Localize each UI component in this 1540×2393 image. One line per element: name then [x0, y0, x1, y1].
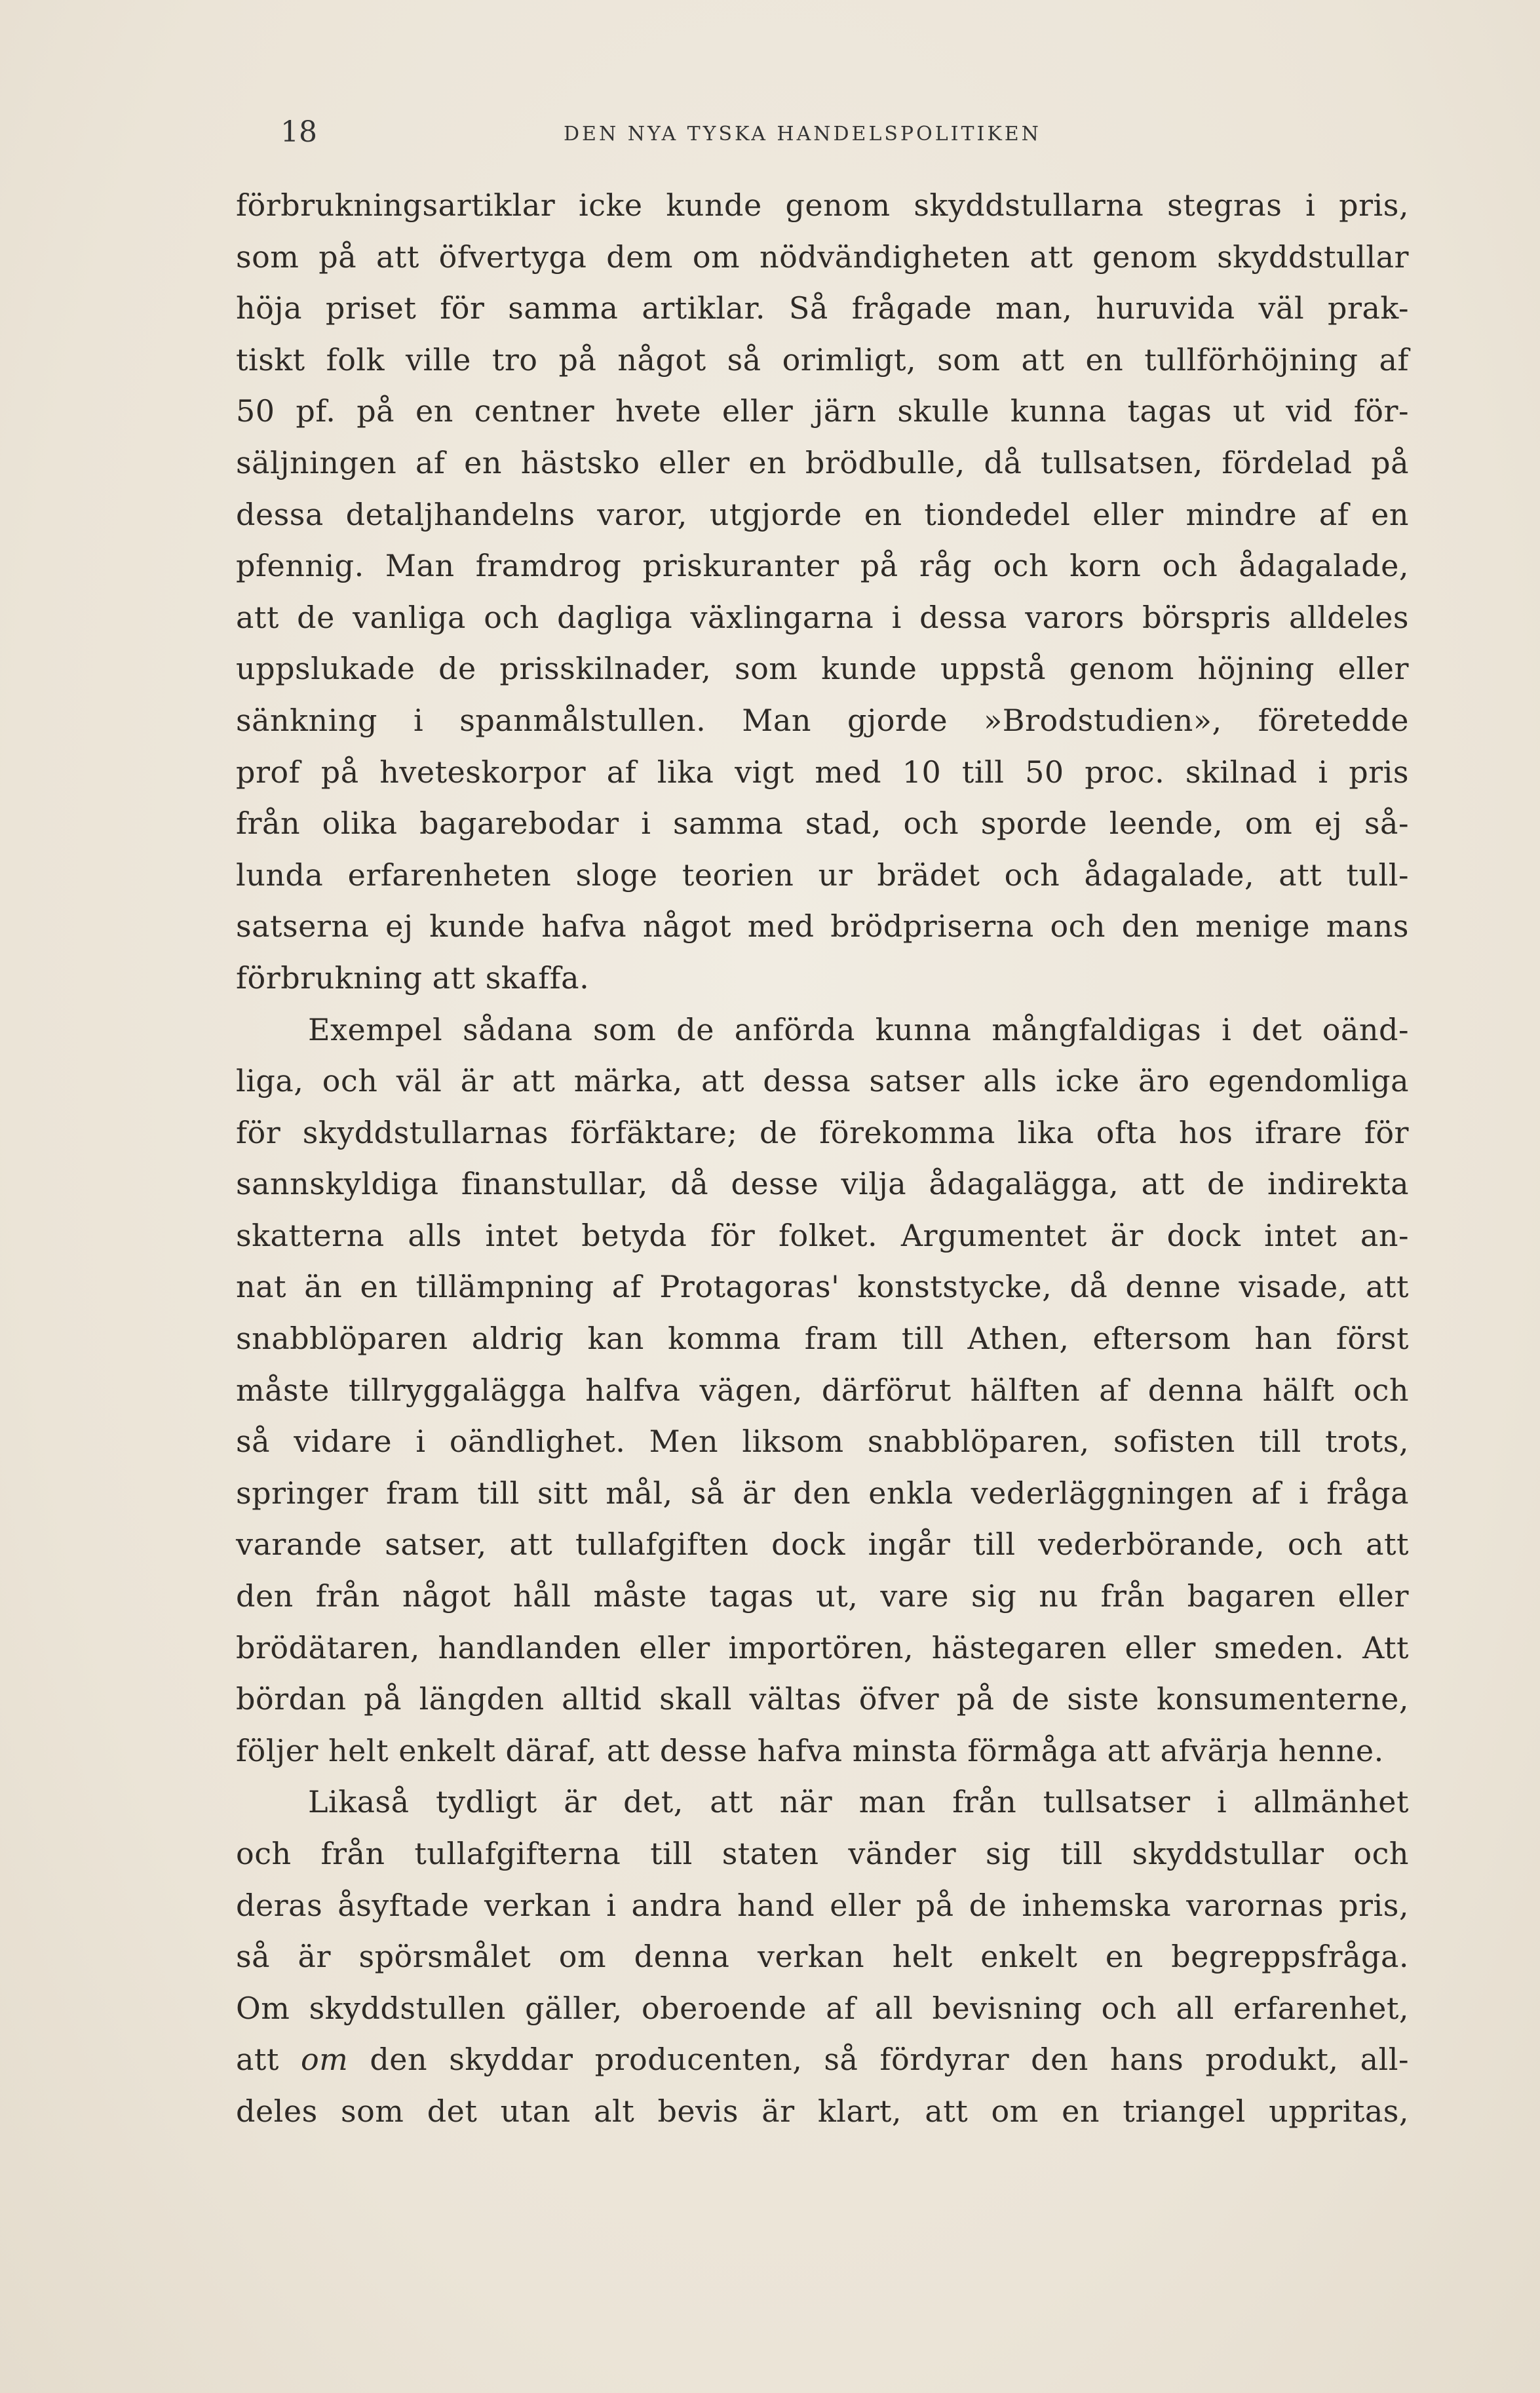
- text-line: för skyddstullarnas förfäktare; de förekomma lika ofta hos ifrare för: [236, 1114, 1409, 1150]
- text-line: och från tullafgifterna till staten vänder sig till skyddstullar och: [236, 1836, 1409, 1871]
- text-line: deras åsyftade verkan i andra hand eller på de inhemska varornas pris,: [236, 1887, 1409, 1923]
- text-line: Likaså tydligt är det, att när man från tullsatser i allmänhet: [308, 1784, 1409, 1820]
- text-line: så vidare i oändlighet. Men liksom snabblöparen, sofisten till trots,: [236, 1424, 1409, 1460]
- text-line: dessa detaljhandelns varor, utgjorde en tiondedel eller mindre af en: [236, 496, 1409, 532]
- text-line: sannskyldiga finanstullar, då desse vilja ådagalägga, att de indirekta: [236, 1166, 1409, 1202]
- text-line: lunda erfarenheten sloge teorien ur brädet och ådagalade, att tull-: [236, 857, 1409, 893]
- text-line: så är spörsmålet om denna verkan helt enkelt en begreppsfråga.: [236, 1939, 1409, 1975]
- text-line: nat än en tillämpning af Protagoras' konststycke, då denne visade, att: [236, 1269, 1409, 1305]
- text-line: den från något håll måste tagas ut, vare sig nu från bagaren eller: [236, 1578, 1409, 1614]
- text-line: brödätaren, handlanden eller importören, hästegaren eller smeden. Att: [236, 1629, 1409, 1665]
- text-line: förbrukningsartiklar icke kunde genom skyddstullarna stegras i pris,: [236, 187, 1409, 223]
- text-line: Exempel sådana som de anförda kunna mångfaldigas i det oänd-: [308, 1011, 1409, 1047]
- text-fragment: den skyddar producenten, så fördyrar den hans produkt, all-: [348, 2042, 1409, 2078]
- text-line: liga, och väl är att märka, att dessa satser alls icke äro egendomliga: [236, 1063, 1409, 1099]
- text-line: säljningen af en hästsko eller en brödbulle, då tullsatsen, fördelad på: [236, 444, 1409, 480]
- text-line: följer helt enkelt däraf, att desse hafva minsta förmåga att afvärja henne.: [236, 1732, 1384, 1768]
- text-line: satserna ej kunde hafva något med brödpriserna och den menige mans: [236, 908, 1409, 944]
- text-line: deles som det utan alt bevis är klart, att om en triangel uppritas,: [236, 2093, 1409, 2129]
- text-line: 50 pf. på en centner hvete eller järn skulle kunna tagas ut vid för-: [236, 393, 1409, 429]
- paragraph-1: [236, 180, 1409, 1004]
- text-line: måste tillryggalägga halfva vägen, därförut hälften af denna hälft och: [236, 1372, 1409, 1408]
- text-line: förbrukning att skaffa.: [236, 960, 590, 996]
- text-line: [236, 2034, 1409, 2086]
- text-line: från olika bagarebodar i samma stad, och sporde leende, om ej så-: [236, 806, 1409, 842]
- text-line: sänkning i spanmålstullen. Man gjorde »Brodstudien», företedde: [236, 702, 1409, 738]
- text-line: som på att öfvertyga dem om nödvändigheten att genom skyddstullar: [236, 239, 1409, 275]
- text-line: att de vanliga och dagliga växlingarna i dessa varors börspris alldeles: [236, 599, 1409, 635]
- text-line: höja priset för samma artiklar. Så frågade man, huruvida väl prak-: [236, 290, 1409, 326]
- text-line: varande satser, att tullafgiften dock ingår till vederbörande, och att: [236, 1527, 1409, 1563]
- body-text: [236, 180, 1409, 2137]
- text-line: pfennig. Man framdrog priskuranter på råg och korn och ådagalade,: [236, 548, 1409, 584]
- running-title: DEN NYA TYSKA HANDELSPOLITIKEN: [564, 123, 1041, 146]
- emphasized-word: om: [300, 2042, 349, 2078]
- text-line: snabblöparen aldrig kan komma fram till Athen, eftersom han först: [236, 1321, 1409, 1357]
- text-line: uppslukade de prisskilnader, som kunde uppstå genom höjning eller: [236, 651, 1409, 687]
- page-number: 18: [280, 115, 317, 149]
- paragraph-3: [236, 1776, 1409, 2137]
- text-line: Om skyddstullen gäller, oberoende af all bevisning och all erfarenhet,: [236, 1990, 1409, 2026]
- text-fragment: att: [236, 2042, 301, 2078]
- page-header: [236, 113, 1415, 152]
- text-line: tiskt folk ville tro på något så orimligt, som att en tullförhöjning af: [236, 341, 1409, 378]
- paragraph-2: [236, 1004, 1409, 1777]
- text-line: skatterna alls intet betyda för folket. Argumentet är dock intet an-: [236, 1217, 1409, 1253]
- text-line: prof på hveteskorpor af lika vigt med 10 till 50 proc. skilnad i pris: [236, 754, 1409, 790]
- text-line: bördan på längden alltid skall vältas öfver på de siste konsumenterne,: [236, 1681, 1409, 1717]
- text-line: springer fram till sitt mål, så är den enkla vederläggningen af i fråga: [236, 1475, 1409, 1511]
